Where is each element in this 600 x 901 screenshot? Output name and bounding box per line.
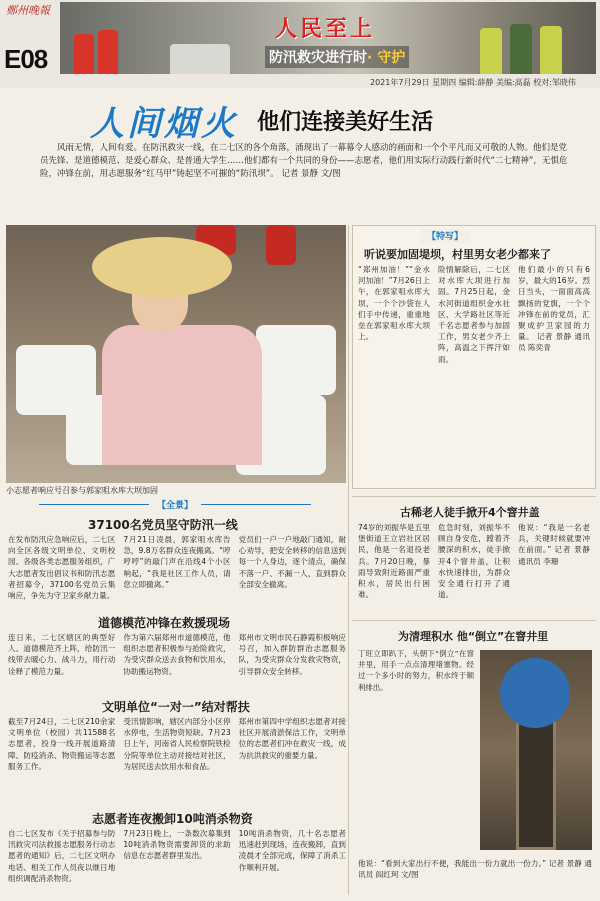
rescuer-figure <box>540 26 562 74</box>
section-divider <box>352 620 596 621</box>
feature-title: 为清理积水 他“倒立”在窨井里 <box>398 630 549 643</box>
feature-body: 他说：“看到大家出行不便，我能出一份力就出一份力。” 记者 景静 通讯员 阎红珂 文/图 <box>358 859 592 880</box>
section-title: 志愿者连夜搬卸10吨消杀物资 <box>92 812 253 826</box>
feature-title: 古稀老人徒手掀开4个窨井盖 <box>400 506 540 519</box>
lead-paragraph: 风雨无情，人间有爱。在防汛救灾一线，在二七区的各个角落，涌现出了一幕幕令人感动的画面和一个个平凡而又可敬的人物。他们是党员先锋、是道德模范、是爱心群众、是普通大学生……他们都有一个共同的身份——志愿者，他们用实际行动践行新时代“二七精神”，无惧危险，冲锋在前，用志愿服务“红马甲”铸起坚不可摧的“防汛坝”。 记者 景静 文/图 <box>40 143 568 179</box>
photo-caption: 小志愿者响应号召参与郭家咀水库大坝加固 <box>6 486 158 495</box>
section-title: 37100名党员坚守防汛一线 <box>88 518 238 532</box>
boat-figure <box>170 44 230 74</box>
rescuer-figure <box>98 30 118 74</box>
column-divider <box>348 225 349 895</box>
section-body: 连日来，二七区辖区的典型好人、道德模范齐上阵，给防汛一线带去暖心力、战斗力，用行动诠释了模范力量。 作为第六届郑州市道德模范，他组织志愿者积极参与抢险救灾，为受灾群众送去食物和饮用水，协助搬运物资。 郑州市文明市民石静霞积极响应号召，加入群防群治志愿服务队，为受灾群众分发救灾物资，引导群众安全转移。 <box>8 633 346 676</box>
banner-subtitle: 防汛救灾进行时· 守护 <box>265 46 409 68</box>
feature-body: “郑州加油！”“金水河加油！”7月26日上午，在郭家咀水库大坝，一个个沙袋在人们手中传递，重重地垒在郭家咀水库大坝上。 险情解除后，二七区对水库大坝进行加固。7月25日起，金水河街道组织金水社区、大学路社区等近千名志愿者参与加固工作，男女老少齐上阵，高温之下挥汗如雨。 他们最小的只有6岁，最大的16岁。烈日当头，一面面高高飘扬的党旗，一个个冲锋在前的党员，汇聚成护卫家园的力量。 记者 景静 通讯员 陈奕青 <box>358 265 590 364</box>
page-header <box>0 0 600 88</box>
feature-photo <box>480 650 592 850</box>
straw-hat <box>92 237 232 297</box>
worker-figure <box>500 658 570 728</box>
feature-body: 丁旺立即趴下，头朝下“倒立”在窨井里，用手一点点清理堵塞物。经过一个多小时的努力，积水终于顺利排出。 <box>358 649 474 692</box>
rescuer-figure <box>480 28 502 74</box>
section-title: 道德模范冲锋在救援现场 <box>98 616 231 630</box>
main-photo <box>6 225 346 483</box>
issue-meta: 2021年7月29日 星期四 编辑:薛静 美编:高磊 校对:邹晓伟 <box>370 78 576 87</box>
headline-sub: 他们连接美好生活 <box>257 110 434 135</box>
feature-body: 74岁的刘振华是五里堡街道王立岩社区居民，他是一名退役老兵。7月20日晚，暴雨导致附近路面严重积水，居民出行困难。 危急时刻，刘振华不顾自身安危，蹚着齐腰深的积水，徒手掀开4个窨井盖，让积水快速排出，为群众安全通行打开了通道。 他说：“我是一名老兵，关键时候就要冲在前面。” 记者 景静 通讯员 李珊 <box>358 523 590 600</box>
headline <box>90 96 434 144</box>
section-body: 自二七区发布《关于招募参与防汛救灾司法救援志愿服务行动志愿者的通知》后，二七区文明办电话、相关工作人员夜以继日地组织调配消杀物资。 7月23日晚上，一条数次募集到10吨消杀物资需要卸货的求助信息在志愿者群里发出。 10吨消杀物资，几十名志愿者迅速赶到现场，连夜搬卸，直到凌晨才全部完成，保障了消杀工作顺利开展。 <box>8 829 346 883</box>
headline-main: 人间烟火 <box>90 104 238 144</box>
masthead: 鄭州晚報 <box>6 4 50 17</box>
soldier-figure <box>510 24 532 74</box>
section-tag: 【特写】 <box>420 229 470 243</box>
section-title: 文明单位“一对一”结对帮扶 <box>102 700 250 714</box>
header-banner-photo <box>60 2 596 74</box>
section-body: 在发布防汛应急响应后，二七区向全区各级文明单位、文明校园、各级各类志愿服务组织，广大志愿者发出倡议书和防汛志愿者招募令，37100名党员云集响应，争先为守卫家乡献力量。 7月21日凌晨，郭家咀水库告急，9.8万名群众连夜搬离。“哼哼哼”的敲门声在沿线4个小区响起，“我是社区工作人员，请您立即撤离。” 党员们一户一户地敲门通知，耐心劝导，把安全转移的信息送到每一个人身边，逐个清点，确保不落一户、不漏一人，直到群众全部安全撤离。 <box>8 535 346 601</box>
banner-title: 人民至上 <box>275 17 376 42</box>
feature-title: 听说要加固堤坝，村里男女老少都来了 <box>364 248 551 261</box>
page-number: E08 <box>4 44 48 74</box>
section-divider <box>352 496 596 497</box>
section-tag: 【全景】 <box>155 498 195 511</box>
rescuer-figure <box>74 34 94 74</box>
section-body: 截至7月24日，二七区210余家文明单位（校园）共11588名志愿者，投身一线开展道路清障、防疫消杀、物资搬运等志愿服务工作。 受汛情影响，辖区内部分小区停水停电，生活物资短缺。7月23日上午，河南省人民检察院铁检分院等单位主动对接结对社区，为居民送去饮用水和食品。 郑州市第四中学组织志愿者对接社区开展清淤保洁工作，文明单位的志愿者们冲在救灾一线，成为抗洪救灾的重要力量。 <box>8 717 346 771</box>
